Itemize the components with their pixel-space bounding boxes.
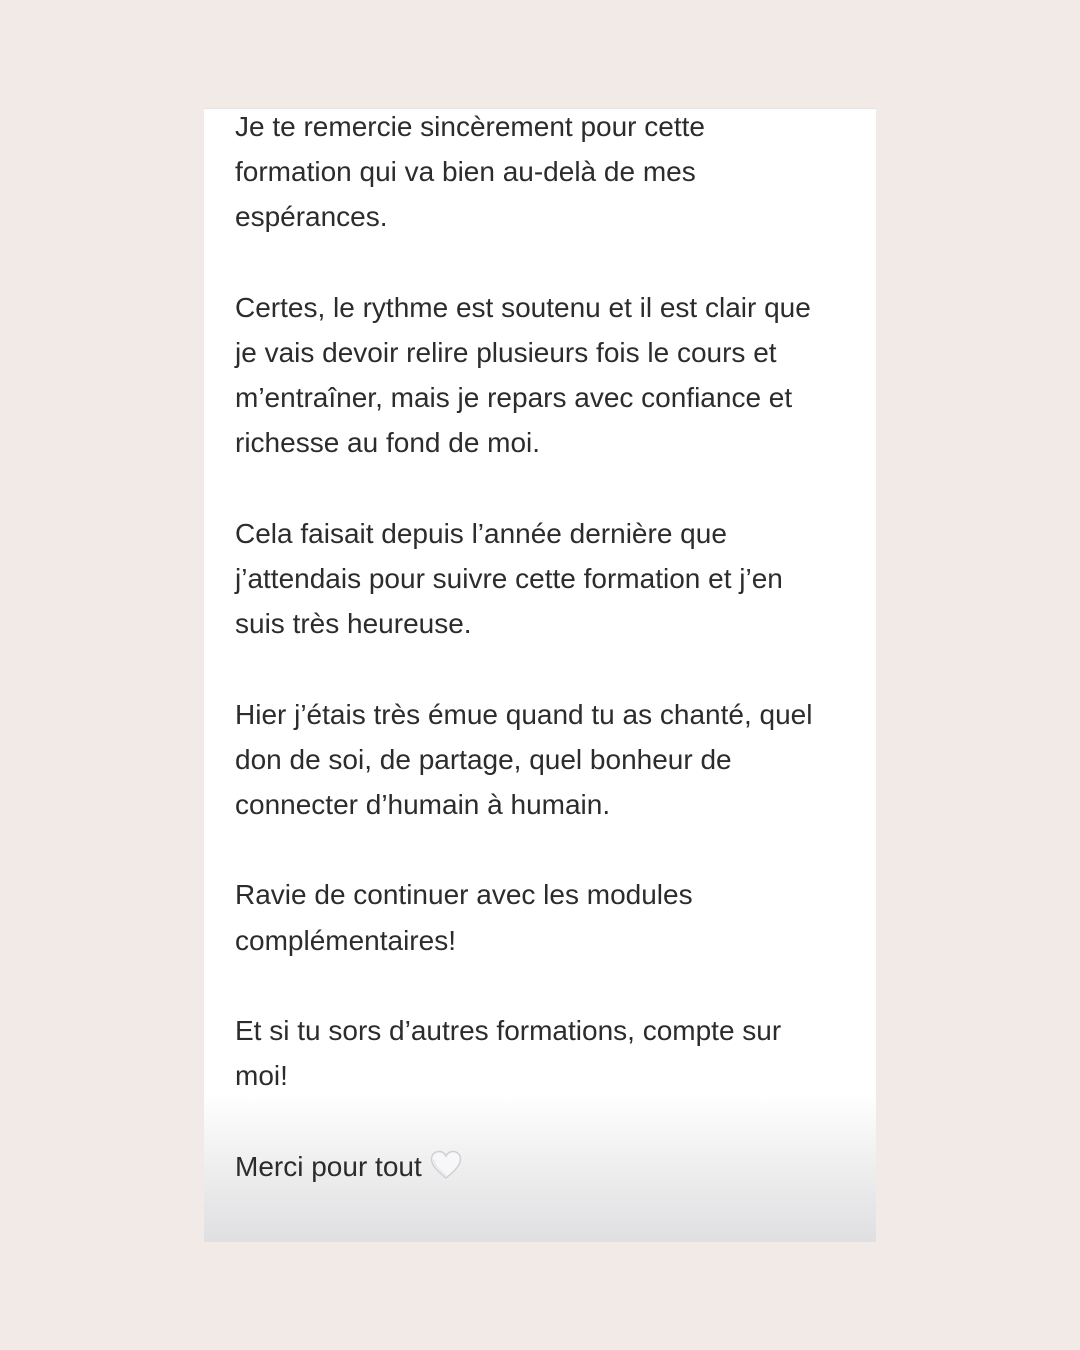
message-paragraph: Cela faisait depuis l’année dernière que j’attendais pour suivre cette formation et j’en suis très heureuse.	[235, 517, 783, 640]
message-paragraph: Je te remercie sincèrement pour cette formation qui va bien au-delà de mes espérances.	[235, 111, 705, 233]
message-paragraph: Hier j’étais très émue quand tu as chanté, quel don de soi, de partage, quel bonheur de connecter d’humain à humain.	[235, 698, 813, 820]
message-card	[203, 108, 877, 1242]
message-paragraph: Et si tu sors d’autres formations, compte sur moi!	[235, 1014, 782, 1092]
closing-text: Merci pour tout	[235, 1150, 422, 1182]
message-body	[235, 109, 865, 1234]
message-paragraph: Ravie de continuer avec les modules complémentaires!	[235, 879, 693, 956]
message-paragraph: Certes, le rythme est soutenu et il est clair que je vais devoir relire plusieurs fois le cours et m’entraîner, mais je repars avec confiance et richesse au fond de moi.	[235, 291, 811, 459]
closing-line	[235, 1144, 865, 1189]
white-heart-icon	[430, 1148, 462, 1178]
